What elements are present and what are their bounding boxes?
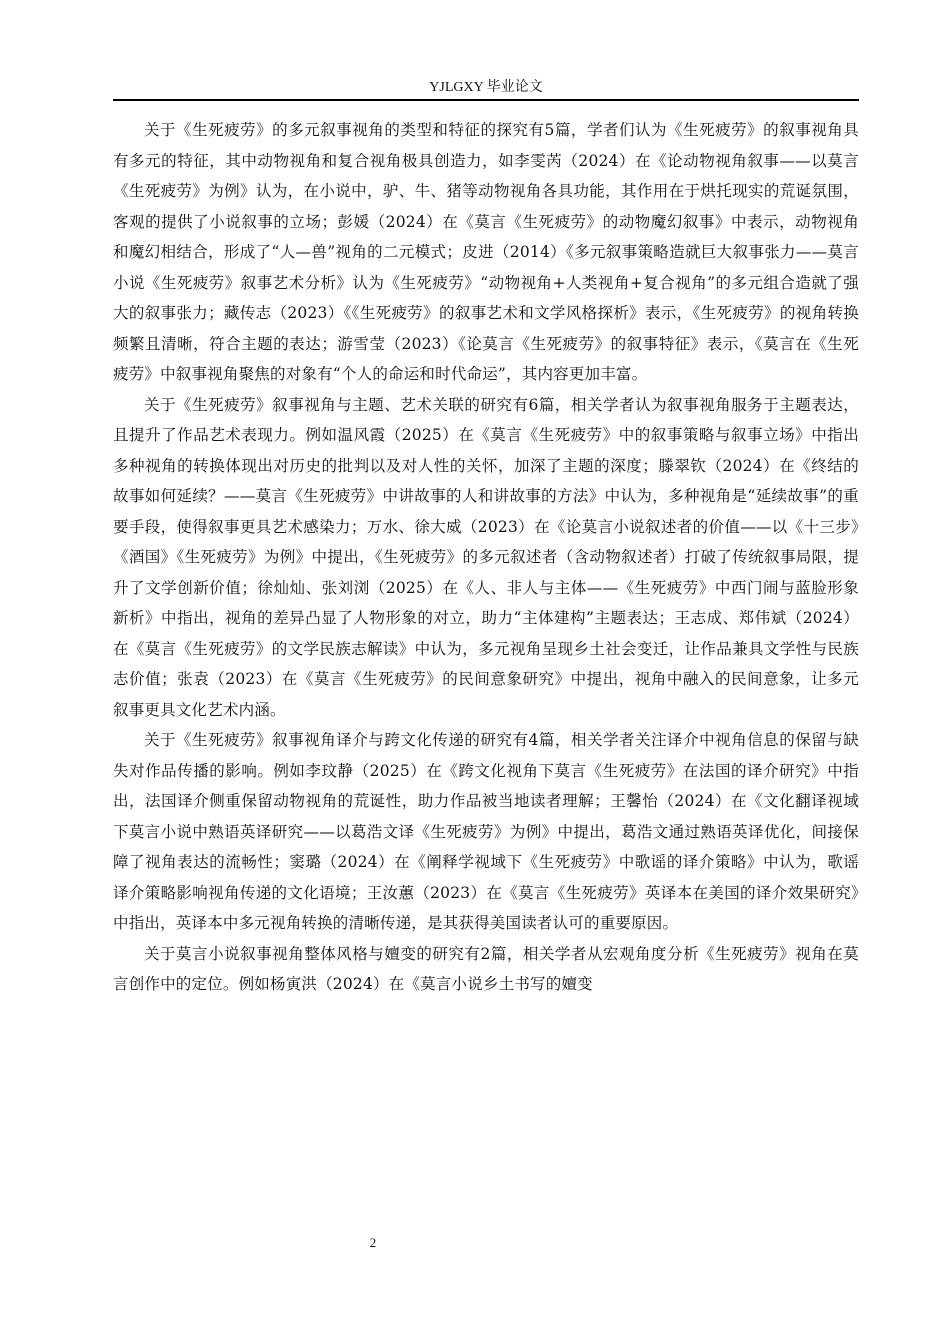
page-number: 2 [369,1235,377,1250]
paragraph-2: 关于《生死疲劳》叙事视角与主题、艺术关联的研究有6篇，相关学者认为叙事视角服务于主题表达，且提升了作品艺术表现力。例如温风霞（2025）在《莫言《生死疲劳》中的叙事策略与叙事立场》中指出多种视角的转换体现出对历史的批判以及对人性的关怀，加深了主题的深度；滕翠钦（2024）在《终结的故事如何延续？——莫言《生死疲劳》中讲故事的人和讲故事的方法》中认为，多种视角是“延续故事”的重要手段，使得叙事更具艺术感染力；万水、徐大威（2023）在《论莫言小说叙述者的价值——以《十三步》《酒国》《生死疲劳》为例》中提出，《生死疲劳》的多元叙述者（含动物叙述者）打破了传统叙事局限，提升了文学创新价值；徐灿灿、张刘浏（2025）在《人、非人与主体——《生死疲劳》中西门闹与蓝脸形象新析》中指出，视角的差异凸显了人物形象的对立，助力“主体建构”主题表达；王志成、郑伟斌（2024）在《莫言《生死疲劳》的文学民族志解读》中认为，多元视角呈现乡土社会变迁，让作品兼具文学性与民族志价值；张袁（2023）在《莫言《生死疲劳》的民间意象研究》中提出，视角中融入的民间意象，让多元叙事更具文化艺术内涵。 [113,395,859,719]
page-header-title: YJLGXY 毕业论文 [429,80,543,95]
paragraph-3: 关于《生死疲劳》叙事视角译介与跨文化传递的研究有4篇，相关学者关注译介中视角信息的保留与缺失对作品传播的影响。例如李玟静（2025）在《跨文化视角下莫言《生死疲劳》在法国的译介研究》中指出，法国译介侧重保留动物视角的荒诞性，助力作品被当地读者理解；王馨怡（2024）在《文化翻译视域下莫言小说中熟语英译研究——以葛浩文译《生死疲劳》为例》中提出，葛浩文通过熟语英译优化，间接保障了视角表达的流畅性；窦璐（2024）在《阐释学视域下《生死疲劳》中歌谣的译介策略》中认为，歌谣译介策略影响视角传递的文化语境；王汝蕙（2023）在《莫言《生死疲劳》英译本在美国的译介效果研究》中指出，英译本中多元视角转换的清晰传递，是其获得美国读者认可的重要原因。 [113,731,859,932]
paragraph-1: 关于《生死疲劳》的多元叙事视角的类型和特征的探究有5篇，学者们认为《生死疲劳》的叙事视角具有多元的特征，其中动物视角和复合视角极具创造力，如李雯芮（2024）在《论动物视角叙事——以莫言《生死疲劳》为例》认为，在小说中，驴、牛、猪等动物视角各具功能，其作用在于烘托现实的荒诞氛围，客观的提供了小说叙事的立场；彭媛（2024）在《莫言《生死疲劳》的动物魔幻叙事》中表示，动物视角和魔幻相结合，形成了“人—兽”视角的二元模式；皮进（2014）《多元叙事策略造就巨大叙事张力——莫言小说《生死疲劳》叙事艺术分析》认为《生死疲劳》“动物视角+人类视角+复合视角”的多元组合造就了强大的叙事张力；藏传志（2023）《《生死疲劳》的叙事艺术和文学风格探析》表示，《生死疲劳》的视角转换频繁且清晰，符合主题的表达；游雪莹（2023）《论莫言《生死疲劳》的叙事特征》表示，《莫言在《生死疲劳》中叙事视角聚焦的对象有“个人的命运和时代命运”，其内容更加丰富。 [113,121,859,383]
header-divider [113,99,859,101]
paragraph-4: 关于莫言小说叙事视角整体风格与嬗变的研究有2篇，相关学者从宏观角度分析《生死疲劳》视角在莫言创作中的定位。例如杨寅洪（2024）在《莫言小说乡土书写的嬗变 [113,944,859,993]
body-text [113,115,859,1000]
